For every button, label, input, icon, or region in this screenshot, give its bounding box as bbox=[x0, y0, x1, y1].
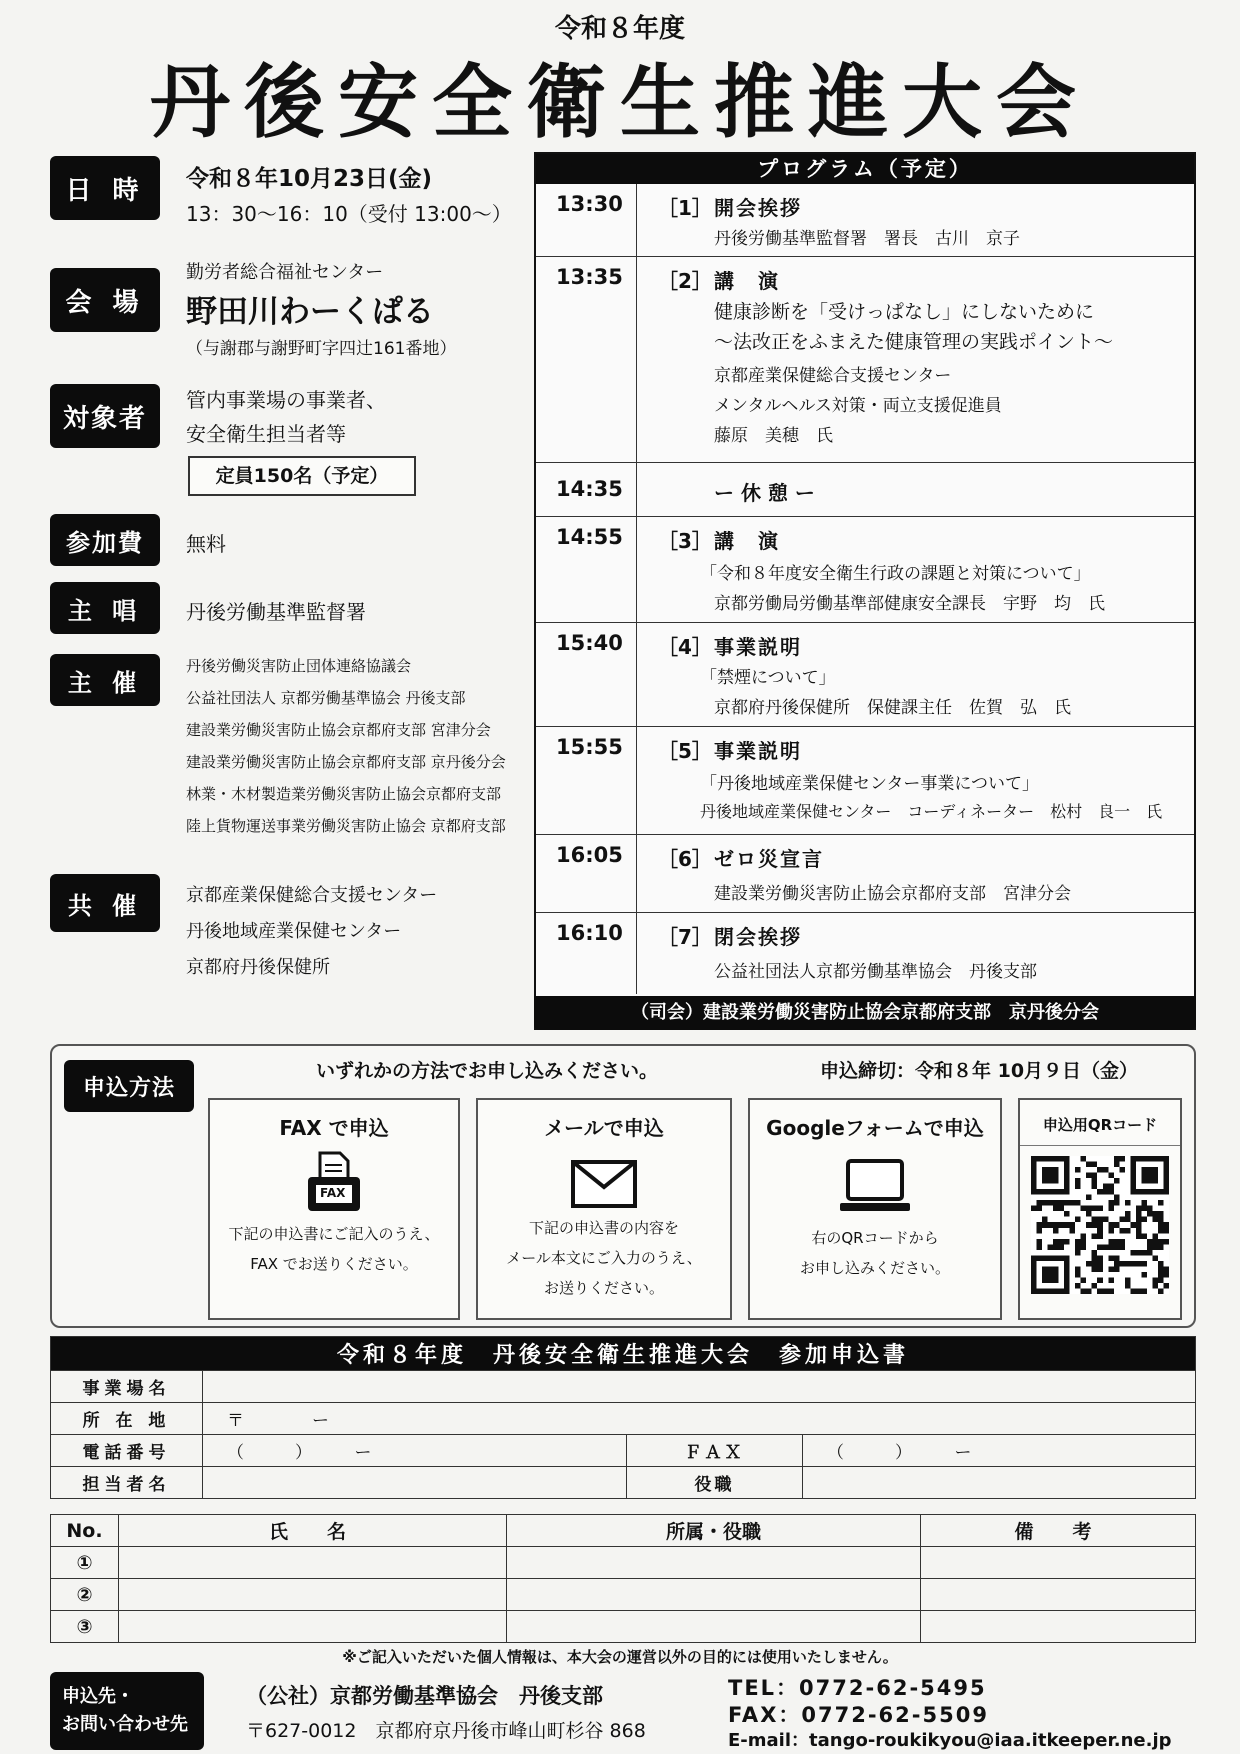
fee-value: 無料 bbox=[186, 532, 226, 556]
target-label: 対象者 bbox=[50, 384, 160, 448]
host-item: 公益社団法人 京都労働基準協会 丹後支部 bbox=[186, 689, 466, 707]
fax-card[interactable] bbox=[208, 1098, 460, 1320]
role-label: 役職 bbox=[627, 1467, 803, 1499]
mail-desc-line: お送りください。 bbox=[543, 1279, 664, 1297]
program-detail: メンタルヘルス対策・両立支援促進員 bbox=[714, 396, 1002, 416]
program-item bbox=[536, 622, 1194, 726]
col-note: 備 考 bbox=[921, 1515, 1196, 1547]
phone-field[interactable]: （ ） ー bbox=[203, 1435, 627, 1467]
program-number: ［3］ bbox=[658, 529, 712, 553]
event-title: 丹後安全衛生推進大会 bbox=[150, 56, 1090, 149]
address-label: 所 在 地 bbox=[51, 1403, 203, 1435]
program-detail: 丹後地域産業保健センター コーディネーター 松村 良一 氏 bbox=[700, 802, 1163, 821]
cohost-item: 京都産業保健総合支援センター bbox=[186, 885, 438, 906]
program-time: 15:55 bbox=[556, 735, 623, 759]
venue-org: 勤労者総合福祉センター bbox=[186, 262, 384, 283]
host-item: 丹後労働災害防止団体連絡協議会 bbox=[186, 657, 412, 675]
program-time: 13:35 bbox=[556, 265, 623, 289]
name-cell[interactable] bbox=[119, 1611, 507, 1643]
contact-fax[interactable]: FAX：0772-62-5509 bbox=[728, 1703, 989, 1727]
col-affiliation: 所属・役職 bbox=[507, 1515, 921, 1547]
google-desc-line: お申し込みください。 bbox=[799, 1259, 950, 1277]
program-item bbox=[536, 256, 1194, 462]
workplace-field[interactable] bbox=[203, 1371, 1196, 1403]
fax-desc-line: FAX でお送りください。 bbox=[250, 1255, 418, 1273]
contact-label bbox=[50, 1672, 204, 1750]
mail-desc bbox=[478, 1213, 730, 1303]
privacy-note: ※ご記入いただいた個人情報は、本大会の運営以外の目的には使用いたしません。 bbox=[342, 1648, 898, 1666]
name-cell[interactable] bbox=[119, 1579, 507, 1611]
fax-label: ＦＡＸ bbox=[627, 1435, 803, 1467]
program-item bbox=[536, 462, 1194, 516]
envelope-icon bbox=[570, 1159, 638, 1209]
mail-card-title: メールで申込 bbox=[544, 1116, 664, 1140]
program-title: 講 演 bbox=[714, 529, 780, 553]
form-title: 令和８年度 丹後安全衛生推進大会 参加申込書 bbox=[51, 1337, 1196, 1371]
program-detail: 公益社団法人京都労働基準協会 丹後支部 bbox=[714, 962, 1037, 982]
program-detail: 丹後労働基準監督署 署長 古川 京子 bbox=[714, 229, 1020, 249]
participant-table bbox=[50, 1514, 1196, 1643]
mail-desc-line: 下記の申込書の内容を bbox=[528, 1219, 679, 1237]
program-title: 事業説明 bbox=[714, 635, 802, 659]
event-date: 令和８年10月23日(金) bbox=[186, 166, 433, 192]
program-footer: （司会）建設業労働災害防止協会京都府支部 京丹後分会 bbox=[534, 996, 1196, 1030]
date-label: 日 時 bbox=[50, 156, 160, 220]
table-row bbox=[51, 1611, 1196, 1643]
person-field[interactable] bbox=[203, 1467, 627, 1499]
qr-card[interactable] bbox=[1018, 1098, 1182, 1320]
program-detail: 建設業労働災害防止協会京都府支部 宮津分会 bbox=[714, 884, 1071, 904]
program-number: ［4］ bbox=[658, 635, 712, 659]
program-number: ［5］ bbox=[658, 739, 712, 763]
affiliation-cell[interactable] bbox=[507, 1611, 921, 1643]
program-number: ［1］ bbox=[658, 196, 712, 220]
laptop-icon bbox=[838, 1157, 912, 1217]
note-cell[interactable] bbox=[921, 1579, 1196, 1611]
qr-code-image[interactable] bbox=[1031, 1156, 1169, 1294]
affiliation-cell[interactable] bbox=[507, 1547, 921, 1579]
fax-card-title: FAX で申込 bbox=[279, 1116, 389, 1140]
host-item: 建設業労働災害防止協会京都府支部 宮津分会 bbox=[186, 721, 491, 739]
phone-label: 電話番号 bbox=[51, 1435, 203, 1467]
venue-name: 野田川わーくぱる bbox=[186, 294, 434, 330]
google-form-card[interactable] bbox=[748, 1098, 1002, 1320]
apply-section bbox=[50, 1044, 1196, 1328]
event-time: 13：30～16：10（受付 13:00～） bbox=[186, 202, 512, 226]
advocate-value: 丹後労働基準監督署 bbox=[186, 600, 366, 624]
program-number: ［7］ bbox=[658, 925, 712, 949]
note-cell[interactable] bbox=[921, 1547, 1196, 1579]
google-desc-line: 右のQRコードから bbox=[811, 1229, 939, 1247]
contact-tel[interactable]: TEL：0772-62-5495 bbox=[728, 1676, 987, 1700]
advocate-label: 主 唱 bbox=[50, 582, 160, 634]
row-number: ③ bbox=[51, 1611, 119, 1643]
qr-label: 申込用QRコード bbox=[1020, 1114, 1180, 1146]
target-line2: 安全衛生担当者等 bbox=[186, 422, 346, 446]
program-title: 閉会挨拶 bbox=[714, 925, 802, 949]
contact-org: （公社）京都労働基準協会 丹後支部 bbox=[246, 1684, 603, 1708]
program-item bbox=[536, 834, 1194, 912]
name-cell[interactable] bbox=[119, 1547, 507, 1579]
program-detail: 「禁煙について」 bbox=[700, 668, 836, 688]
program-time: 14:35 bbox=[556, 477, 623, 501]
contact-address: 〒627-0012 京都府京丹後市峰山町杉谷 868 bbox=[246, 1720, 646, 1742]
program-detail: 京都産業保健総合支援センター bbox=[714, 366, 952, 386]
program-detail: 「丹後地域産業保健センター事業について」 bbox=[700, 774, 1039, 794]
program-break: ー 休 憩 ー bbox=[714, 481, 815, 505]
program-detail: 京都労働局労働基準部健康安全課長 宇野 均 氏 bbox=[714, 594, 1105, 614]
table-row bbox=[51, 1547, 1196, 1579]
program-title: ゼロ災宣言 bbox=[714, 847, 824, 871]
program-box bbox=[534, 152, 1196, 1030]
note-cell[interactable] bbox=[921, 1611, 1196, 1643]
row-number: ① bbox=[51, 1547, 119, 1579]
program-title: 講 演 bbox=[714, 269, 780, 293]
col-no: No. bbox=[51, 1515, 119, 1547]
person-label: 担当者名 bbox=[51, 1467, 203, 1499]
google-card-title: Googleフォームで申込 bbox=[766, 1116, 984, 1140]
program-time: 16:10 bbox=[556, 921, 623, 945]
program-detail: ～法改正をふまえた健康管理の実践ポイント～ bbox=[714, 331, 1114, 353]
host-label: 主 催 bbox=[50, 654, 160, 706]
program-detail: 健康診断を「受けっぱなし」にしないために bbox=[714, 301, 1095, 323]
venue-address: （与謝郡与謝野町字四辻161番地） bbox=[186, 339, 457, 359]
workplace-label: 事業場名 bbox=[51, 1371, 203, 1403]
fee-label: 参加費 bbox=[50, 514, 160, 566]
program-number: ［6］ bbox=[658, 847, 712, 871]
contact-label-line: お問い合わせ先 bbox=[62, 1714, 188, 1735]
role-field[interactable] bbox=[803, 1467, 1196, 1499]
affiliation-cell[interactable] bbox=[507, 1579, 921, 1611]
table-row bbox=[51, 1579, 1196, 1611]
contact-email[interactable]: E-mail：tango-roukikyou@iaa.itkeeper.ne.jp bbox=[728, 1730, 1172, 1751]
capacity-box: 定員150名（予定） bbox=[188, 456, 416, 496]
cohost-item: 京都府丹後保健所 bbox=[186, 957, 330, 978]
address-field[interactable]: 〒 ー bbox=[203, 1403, 1196, 1435]
program-title: 事業説明 bbox=[714, 739, 802, 763]
program-item bbox=[536, 516, 1194, 622]
program-number: ［2］ bbox=[658, 269, 712, 293]
venue-label: 会 場 bbox=[50, 268, 160, 332]
fax-desc bbox=[210, 1219, 458, 1279]
program-header: プログラム（予定） bbox=[536, 154, 1194, 184]
mail-card[interactable] bbox=[476, 1098, 732, 1320]
apply-label: 申込方法 bbox=[64, 1060, 194, 1112]
cohost-list bbox=[186, 878, 437, 986]
event-year: 令和８年度 bbox=[554, 14, 685, 44]
host-list bbox=[186, 650, 506, 842]
fax-desc-line: 下記の申込書にご記入のうえ、 bbox=[228, 1225, 440, 1243]
program-time: 13:30 bbox=[556, 192, 623, 216]
program-detail: 「令和８年度安全衛生行政の課題と対策について」 bbox=[700, 564, 1091, 584]
fax-icon bbox=[304, 1151, 364, 1215]
application-form bbox=[50, 1336, 1196, 1499]
google-desc bbox=[750, 1223, 1000, 1283]
host-item: 林業・木材製造業労働災害防止協会京都府支部 bbox=[186, 785, 502, 803]
cohost-label: 共 催 bbox=[50, 874, 160, 932]
program-time: 15:40 bbox=[556, 631, 623, 655]
program-detail: 藤原 美穂 氏 bbox=[714, 426, 833, 446]
apply-instruction: いずれかの方法でお申し込みください。 bbox=[316, 1060, 659, 1082]
host-item: 建設業労働災害防止協会京都府支部 京丹後分会 bbox=[186, 753, 506, 771]
fax-icon-text: FAX bbox=[320, 1186, 346, 1200]
cohost-item: 丹後地域産業保健センター bbox=[186, 921, 402, 942]
fax-field[interactable]: （ ） ー bbox=[803, 1435, 1196, 1467]
col-name: 氏 名 bbox=[119, 1515, 507, 1547]
program-time: 16:05 bbox=[556, 843, 623, 867]
program-item bbox=[536, 912, 1194, 996]
host-item: 陸上貨物運送事業労働災害防止協会 京都府支部 bbox=[186, 817, 506, 835]
contact-label-line: 申込先・ bbox=[62, 1686, 134, 1707]
program-title: 開会挨拶 bbox=[714, 196, 802, 220]
apply-deadline: 申込締切：令和８年 10月９日（金） bbox=[820, 1060, 1139, 1082]
program-item bbox=[536, 726, 1194, 834]
program-detail: 京都府丹後保健所 保健課主任 佐賀 弘 氏 bbox=[714, 698, 1071, 718]
row-number: ② bbox=[51, 1579, 119, 1611]
mail-desc-line: メール本文にご入力のうえ、 bbox=[506, 1249, 702, 1267]
program-time: 14:55 bbox=[556, 525, 623, 549]
program-item bbox=[536, 184, 1194, 256]
target-line1: 管内事業場の事業者、 bbox=[186, 388, 386, 412]
